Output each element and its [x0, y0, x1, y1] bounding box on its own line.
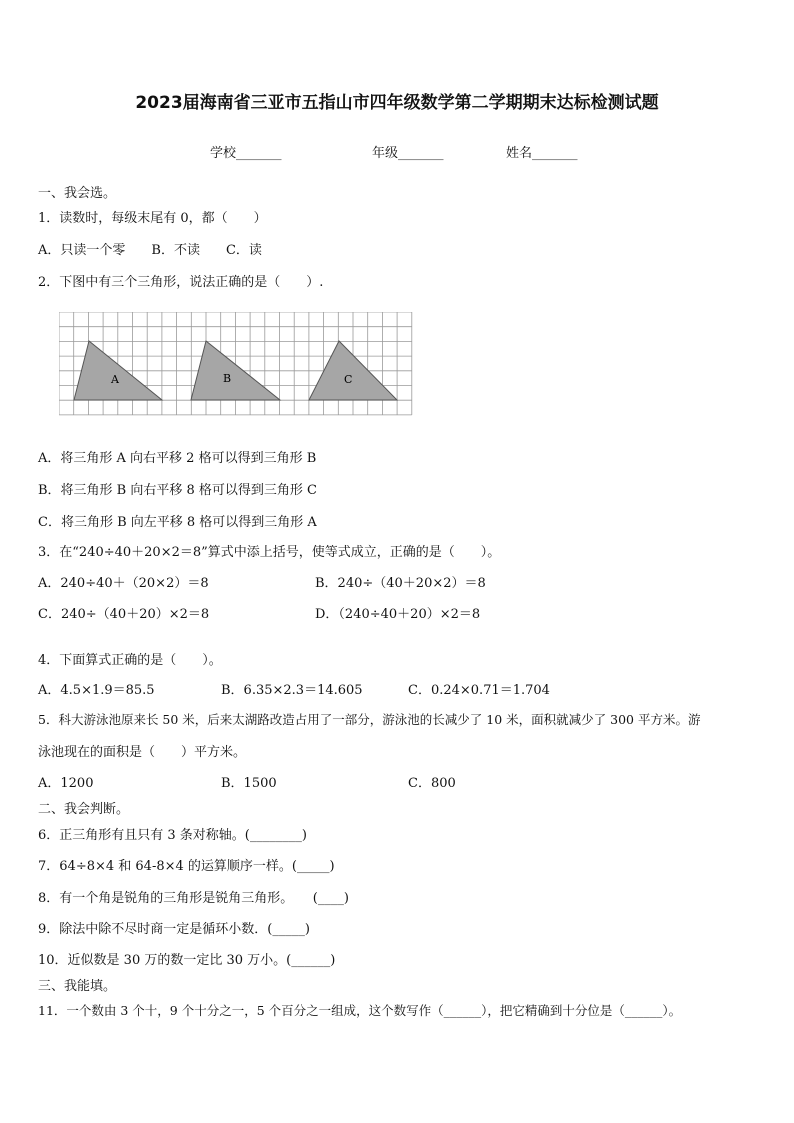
triangle-label-b: B: [223, 372, 232, 385]
question-1: 1．读数时，每级末尾有 0，都（ ）: [38, 211, 267, 226]
question-4-option-b: B．6.35×2.3＝14.605: [221, 683, 363, 698]
question-2-option-c: C．将三角形 B 向左平移 8 格可以得到三角形 A: [38, 515, 317, 530]
question-3: 3．在“240÷40＋20×2＝8”算式中添上括号，使等式成立，正确的是（ ）。: [38, 545, 501, 560]
question-3-option-d: D．（240÷40＋20）×2＝8: [315, 607, 481, 622]
question-5-option-b: B．1500: [221, 776, 277, 791]
question-6: 6．正三角形有且只有 3 条对称轴。(________): [38, 828, 307, 843]
question-10: 10．近似数是 30 万的数一定比 30 万小。(______): [38, 953, 336, 968]
question-5-option-c: C．800: [408, 776, 456, 791]
question-11: 11．一个数由 3 个十，9 个十分之一，5 个百分之一组成，这个数写作（______），把它精确到十分位是（______）。: [38, 1003, 682, 1018]
question-2-option-a: A．将三角形 A 向右平移 2 格可以得到三角形 B: [38, 451, 317, 466]
name-field[interactable]: 姓名_______: [506, 146, 578, 161]
question-8: 8．有一个角是锐角的三角形是锐角三角形。 (____): [38, 891, 349, 906]
question-3-option-b: B．240÷（40＋20×2）＝8: [315, 576, 486, 591]
question-1-options: A．只读一个零 B．不读 C．读: [38, 243, 262, 258]
grade-field[interactable]: 年级_______: [372, 146, 444, 161]
question-2: 2．下图中有三个三角形，说法正确的是（ ）.: [38, 275, 324, 290]
triangle-grid-figure: [59, 312, 413, 416]
question-5-option-a: A．1200: [38, 776, 94, 791]
section-heading: 一、我会选。: [38, 186, 117, 201]
section-heading: 二、我会判断。: [38, 802, 130, 817]
triangle-label-c: C: [344, 373, 353, 386]
question-9: 9．除法中除不尽时商一定是循环小数．(_____): [38, 922, 310, 937]
school-field[interactable]: 学校_______: [210, 146, 282, 161]
page-title: 2023届海南省三亚市五指山市四年级数学第二学期期末达标检测试题: [135, 93, 659, 113]
question-3-option-a: A．240÷40＋（20×2）＝8: [38, 576, 209, 591]
question-4-option-a: A．4.5×1.9＝85.5: [38, 683, 155, 698]
question-7: 7．64÷8×4 和 64-8×4 的运算顺序一样。(_____): [38, 859, 335, 874]
section-heading: 三、我能填。: [38, 979, 117, 994]
question-5-continued: 泳池现在的面积是（ ）平方米。: [38, 745, 247, 760]
question-2-option-b: B．将三角形 B 向右平移 8 格可以得到三角形 C: [38, 483, 317, 498]
question-4-option-c: C．0.24×0.71＝1.704: [408, 683, 550, 698]
triangle-label-a: A: [111, 373, 119, 386]
question-5: 5．科大游泳池原来长 50 米，后来太湖路改造占用了一部分，游泳池的长减少了 10 米，面积就减少了 300 平方米。游: [38, 712, 701, 727]
question-4: 4．下面算式正确的是（ ）。: [38, 653, 222, 668]
question-3-option-c: C．240÷（40＋20）×2＝8: [38, 607, 210, 622]
